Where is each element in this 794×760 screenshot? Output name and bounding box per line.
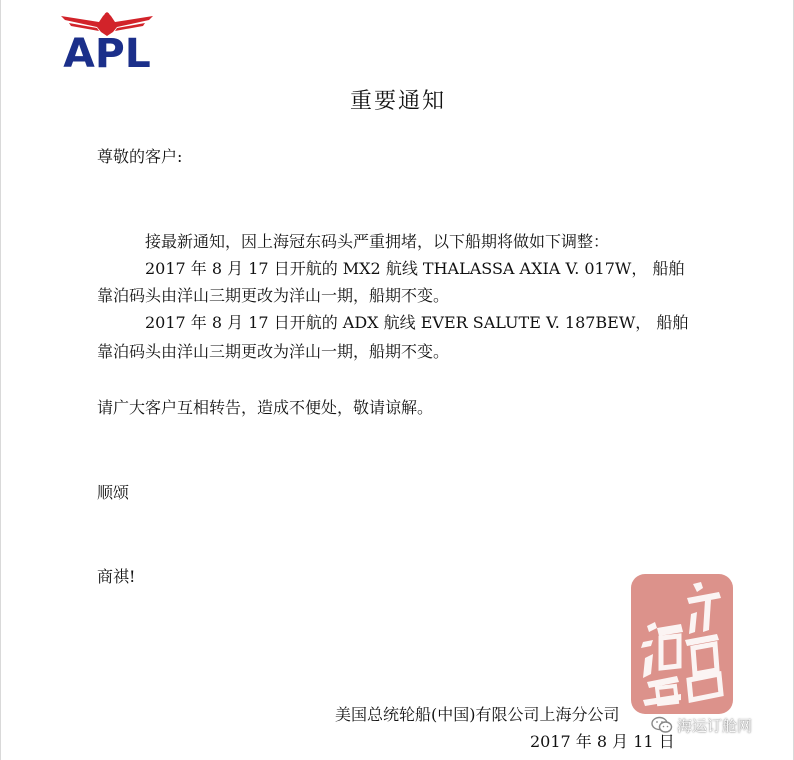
paragraph-apology: 请广大客户互相转告，造成不便处，敬请谅解。 [97,398,434,417]
schedule-item-1-line-2: 靠泊码头由洋山三期更改为洋山一期，船期不变。 [97,286,450,305]
page-title: 重要通知 [349,89,446,114]
wechat-icon [651,716,673,734]
schedule-item-2-line-2: 靠泊码头由洋山三期更改为洋山一期，船期不变。 [97,342,450,361]
apl-logo [59,10,155,77]
schedule-item-1-line-1: 2017 年 8 月 17 日开航的 MX2 航线 THALASSA AXIA V. 017W， 船舶 [145,259,685,278]
regards: 商祺! [97,567,136,586]
seal-stamp [627,570,737,718]
greeting: 尊敬的客户: [97,147,183,166]
wechat-watermark [651,713,752,737]
watermark-label: 海运订舱网 [677,716,753,735]
logo-text: APL [63,31,151,77]
signature-company: 美国总统轮船(中国)有限公司上海分公司 [335,705,620,724]
schedule-item-2-line-1: 2017 年 8 月 17 日开航的 ADX 航线 EVER SALUTE V. 187BEW， 船舶 [145,313,689,332]
paragraph-intro: 接最新通知，因上海冠东码头严重拥堵，以下船期将做如下调整： [145,232,610,251]
closing: 顺颂 [97,483,130,502]
signature-date: 2017 年 8 月 11 日 [530,732,675,751]
